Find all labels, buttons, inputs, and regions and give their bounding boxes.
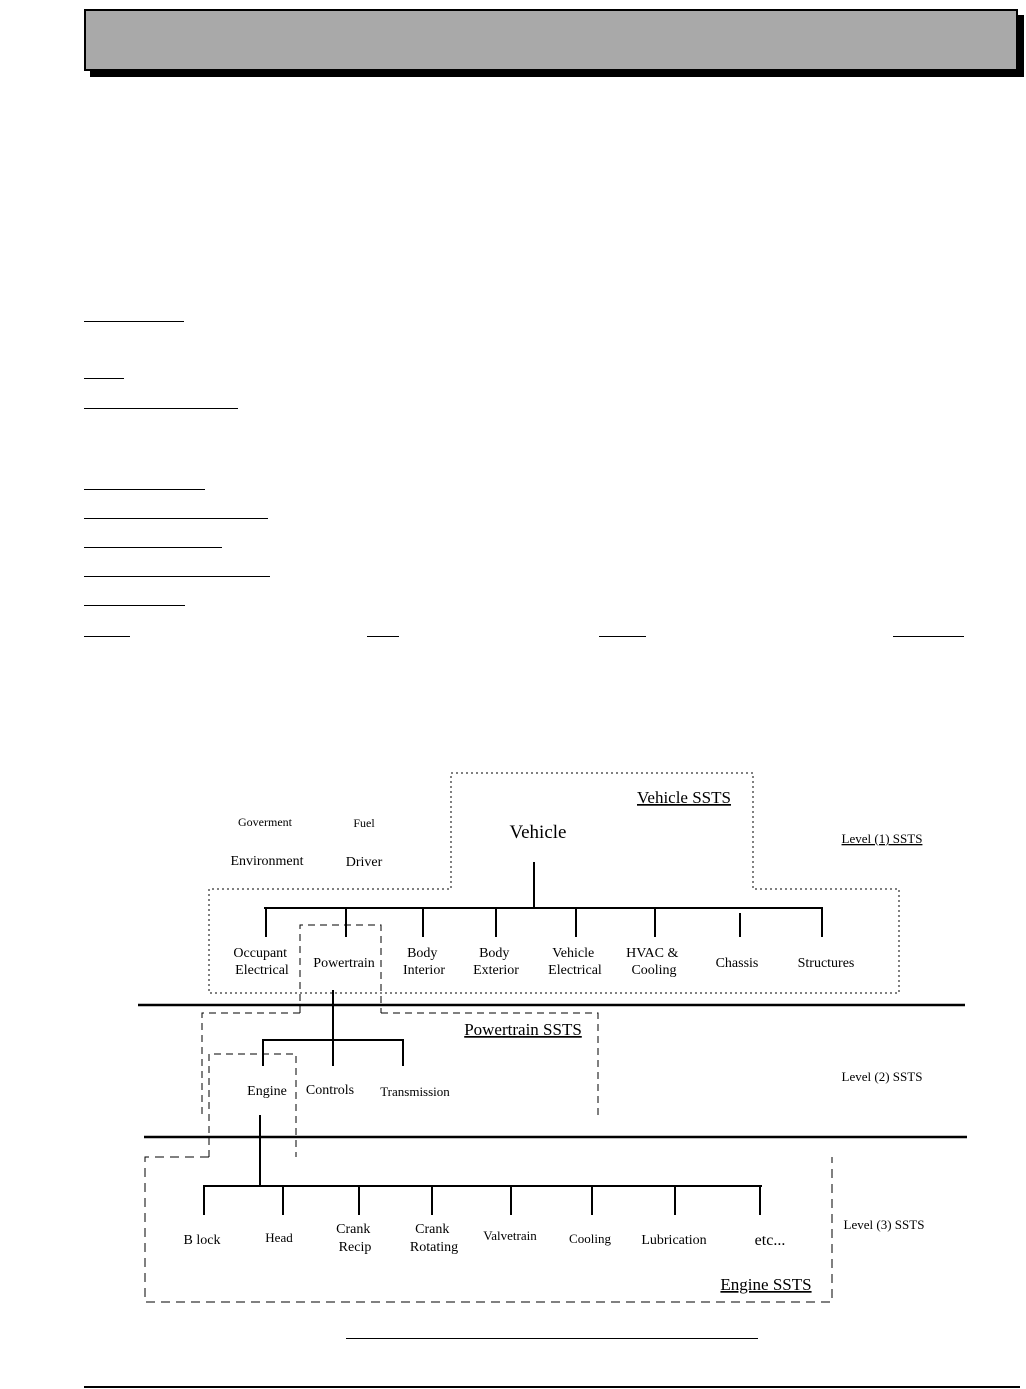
valvetrain-node: Valvetrain — [483, 1228, 537, 1243]
structures-node: Structures — [797, 956, 855, 971]
occupant-electrical-node: Occupant Electrical — [233, 946, 289, 978]
cooling-node: Cooling — [569, 1231, 611, 1246]
head-node: Head — [265, 1230, 293, 1245]
engine-node: Engine — [247, 1084, 287, 1099]
engine-tree-connectors — [203, 1115, 762, 1215]
etc-node: etc... — [754, 1232, 786, 1249]
vehicle-tree-connectors — [264, 862, 823, 937]
block-node: B lock — [183, 1233, 221, 1248]
caption-underline — [346, 1338, 758, 1339]
transmission-node: Transmission — [380, 1084, 450, 1099]
vehicle-electrical-node: Vehicle Electrical — [548, 946, 602, 978]
lubrication-node: Lubrication — [641, 1233, 707, 1248]
crank-rotating-node: Crank Rotating — [409, 1222, 459, 1255]
powertrain-tree-connectors — [262, 990, 404, 1066]
crank-recip-node: Crank Recip — [336, 1222, 372, 1255]
powertrain-ssts-boundary — [202, 1013, 300, 1116]
powertrain-node: Powertrain — [313, 956, 375, 971]
hvac-cooling-node: HVAC & Cooling — [626, 946, 679, 978]
body-interior-node: Body Interior — [403, 946, 445, 978]
environment-label: Environment — [230, 854, 304, 869]
government-label: Goverment — [238, 815, 292, 829]
level-1-label: Level (1) SSTS — [841, 831, 923, 846]
controls-node: Controls — [305, 1083, 355, 1098]
vehicle-root-node: Vehicle — [509, 822, 567, 843]
chassis-node: Chassis — [715, 956, 759, 971]
powertrain-ssts-label: Powertrain SSTS — [464, 1020, 582, 1039]
level-2-label: Level (2) SSTS — [841, 1069, 923, 1084]
driver-label: Driver — [345, 855, 383, 870]
level-3-label: Level (3) SSTS — [843, 1217, 925, 1232]
vehicle-ssts-label: Vehicle SSTS — [637, 788, 731, 807]
fuel-label: Fuel — [353, 816, 375, 830]
body-exterior-node: Body Exterior — [473, 946, 519, 978]
footer-rule — [84, 1386, 1020, 1388]
engine-ssts-label: Engine SSTS — [720, 1275, 812, 1294]
engine-highlight-boundary — [209, 1054, 296, 1157]
